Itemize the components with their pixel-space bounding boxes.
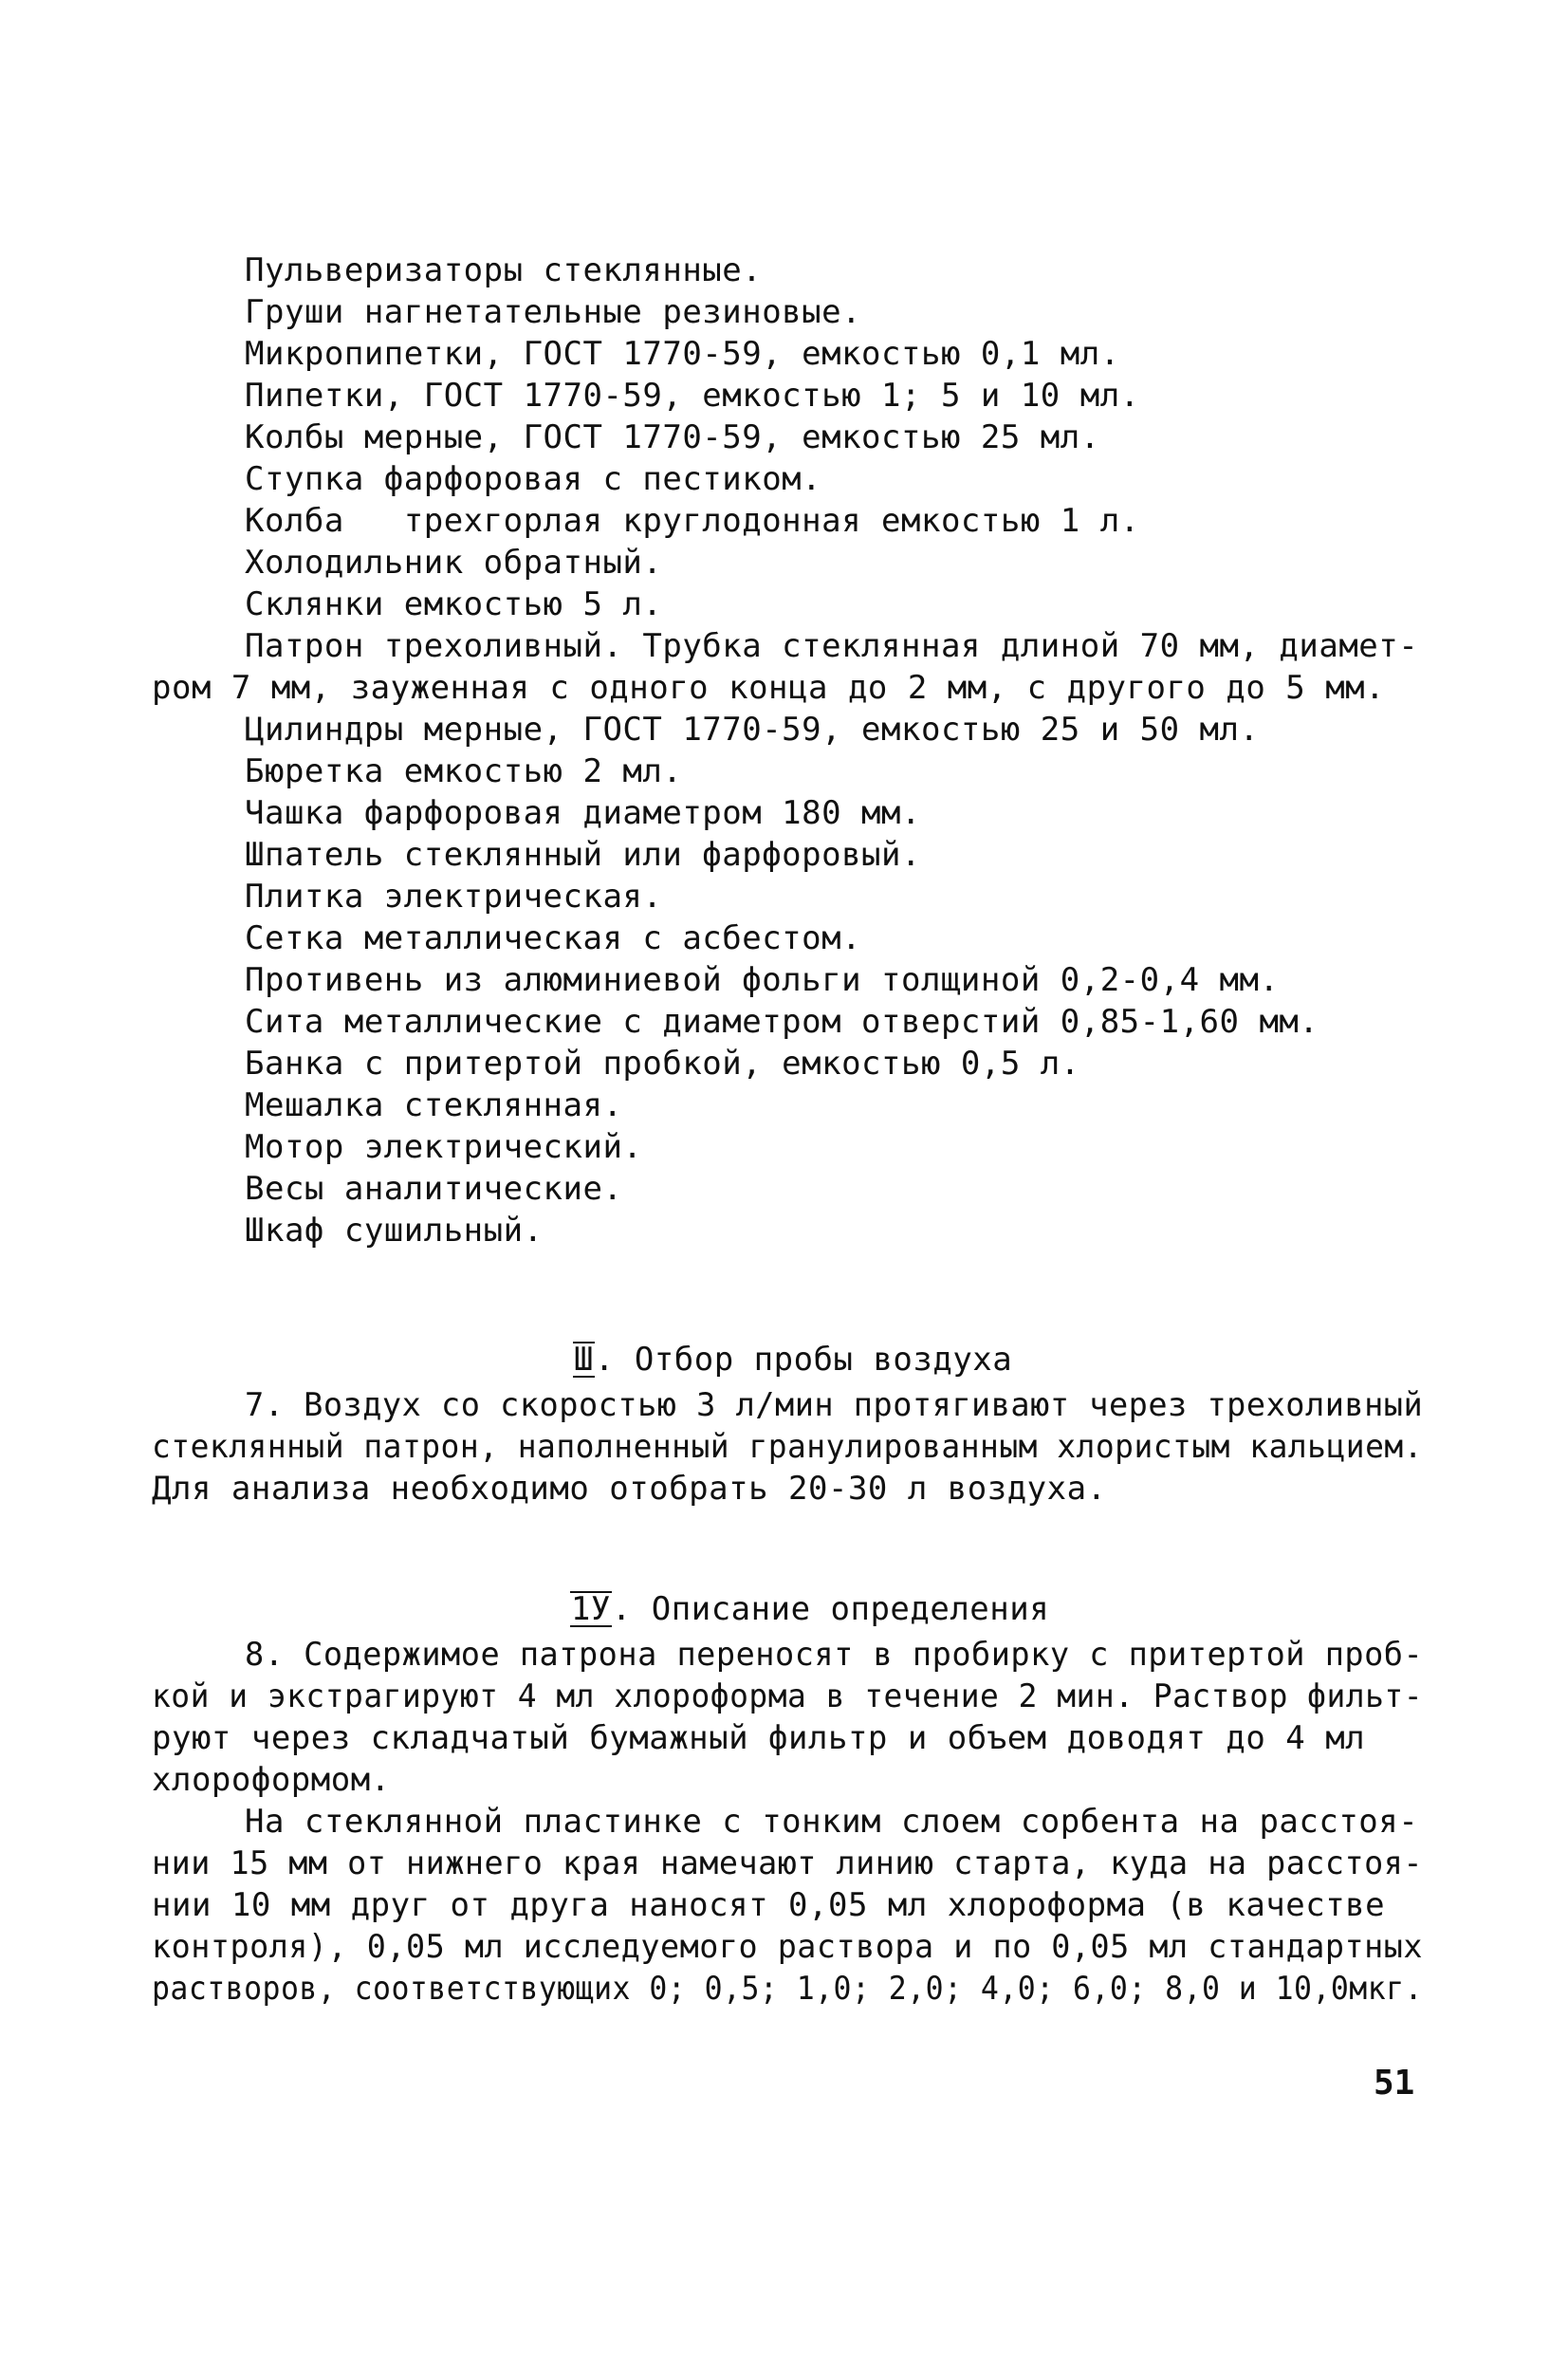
paragraph-line: хлороформом. [152, 1761, 391, 1799]
list-item: Цилиндры мерные, ГОСТ 1770-59, емкостью 25 и 50 мл. [245, 711, 1260, 749]
list-item: Мотор электрический. [245, 1128, 643, 1166]
list-item: Патрон трехоливный. Трубка стеклянная длиной 70 мм, диамет- [245, 627, 1419, 665]
paragraph-line: стеклянный патрон, наполненный гранулированным хлористым кальцием. [152, 1428, 1424, 1466]
paragraph-line: Для анализа необходимо отобрать 20-30 л воздуха. [152, 1470, 1107, 1508]
paragraph-line: кой и экстрагируют 4 мл хлороформа в течение 2 мин. Раствор фильт- [152, 1677, 1424, 1715]
list-item: Сита металлические с диаметром отверстий 0,85-1,60 мм. [245, 1003, 1319, 1041]
list-item: Холодильник обратный. [245, 544, 663, 582]
list-item-continuation: ром 7 мм, зауженная с одного конца до 2 мм, с другого до 5 мм. [152, 669, 1386, 707]
section-numeral: Ш [573, 1341, 594, 1379]
list-item: Груши нагнетательные резиновые. [245, 293, 862, 331]
list-item: Шпатель стеклянный или фарфоровый. [245, 836, 921, 874]
list-item: Банка с притертой пробкой, емкостью 0,5 л. [245, 1045, 1080, 1083]
list-item: Противень из алюминиевой фольги толщиной 0,2-0,4 мм. [245, 961, 1280, 999]
paragraph-line: нии 10 мм друг от друга наносят 0,05 мл хлороформа (в качестве [152, 1886, 1386, 1924]
paragraph-line: руют через складчатый бумажный фильтр и объем доводят до 4 мл [152, 1719, 1366, 1757]
list-item: Бюретка емкостью 2 мл. [245, 752, 683, 790]
section-title: . Описание определения [611, 1590, 1050, 1628]
list-item: Ступка фарфоровая с пестиком. [245, 460, 822, 498]
page-number: 51 [1374, 2064, 1415, 2103]
paragraph-line: 7. Воздух со скоростью 3 л/мин протягивают через трехоливный [245, 1386, 1424, 1424]
list-item: Весы аналитические. [245, 1170, 623, 1208]
list-item: Сетка металлическая с асбестом. [245, 919, 862, 957]
list-item: Микропипетки, ГОСТ 1770-59, емкостью 0,1 мл. [245, 335, 1120, 373]
list-item: Чашка фарфоровая диаметром 180 мм. [245, 794, 921, 832]
paragraph-line: контроля), 0,05 мл исследуемого раствора и по 0,05 мл стандартных [152, 1928, 1424, 1966]
list-item: Пульверизаторы стеклянные. [245, 251, 763, 289]
section-title: . Отбор пробы воздуха [594, 1341, 1013, 1379]
paragraph-line: На стеклянной пластинке с тонким слоем сорбента на расстоя- [245, 1803, 1419, 1841]
list-item: Склянки емкостью 5 л. [245, 585, 663, 623]
list-item: Колбы мерные, ГОСТ 1770-59, емкостью 25 мл. [245, 418, 1100, 456]
list-item: Шкаф сушильный. [245, 1212, 544, 1250]
paragraph-line: растворов, соответствующих 0; 0,5; 1,0; 2,0; 4,0; 6,0; 8,0 и 10,0мкг. [152, 1970, 1423, 2008]
section-numeral: 1У [570, 1590, 611, 1628]
list-item: Мешалка стеклянная. [245, 1086, 623, 1124]
paragraph-line: нии 15 мм от нижнего края намечают линию старта, куда на расстоя- [152, 1844, 1424, 1882]
list-item: Колба трехгорлая круглодонная емкостью 1 л. [245, 502, 1140, 540]
paragraph-line: 8. Содержимое патрона переносят в пробирку с притертой проб- [245, 1636, 1424, 1674]
list-item: Пипетки, ГОСТ 1770-59, емкостью 1; 5 и 10 мл. [245, 377, 1140, 415]
list-item: Плитка электрическая. [245, 878, 663, 916]
